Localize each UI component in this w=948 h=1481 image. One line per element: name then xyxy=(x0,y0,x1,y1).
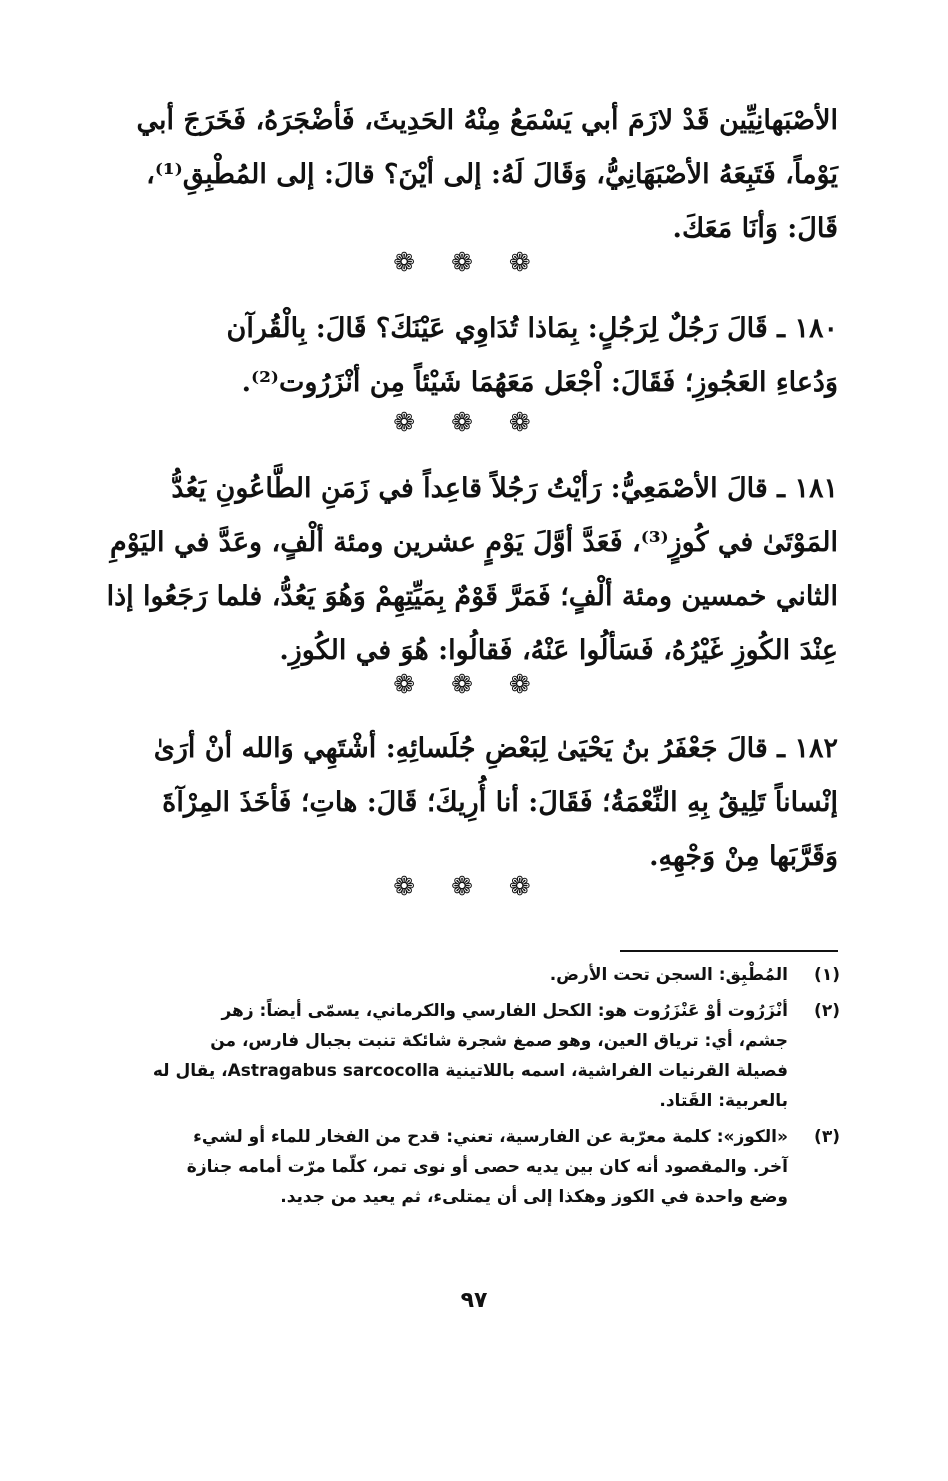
page-number: ٩٧ xyxy=(460,1288,488,1313)
footnote-separator xyxy=(620,950,838,952)
text-line: عِنْدَ الكُوزِ غَيْرُهُ، فَسَألُوا عَنْهُ، فَقالُوا: هُوَ في الكُوزِ. xyxy=(279,635,838,666)
text-line: الأصْبَهانِيِّين قَدْ لازَمَ أبي يَسْمَعُ مِنْهُ الحَدِيثَ، فَأضْجَرَهُ، فَخَرَجَ أبي xyxy=(136,105,838,136)
footnote-text xyxy=(128,1122,788,1212)
text-line: ١٨٠ ـ قَالَ رَجُلٌ لِرَجُلٍ: بِمَاذا تُدَاوِي عَيْنَكَ؟ قَالَ: بِالْقُرآن xyxy=(226,313,838,344)
flower-ornament-icon: ❁ xyxy=(393,248,440,278)
section-divider xyxy=(0,670,948,700)
text-line: وَقَرَّبَها مِنْ وَجْهِهِ. xyxy=(649,841,838,872)
text-line: ١٨١ ـ قالَ الأصْمَعِيُّ: رَأيْتُ رَجُلاً قاعِداً في زَمَنِ الطَّاعُونِ يَعُدُّ xyxy=(171,473,838,504)
text-line: يَوْماً، فَتَبِعَهُ الأصْبَهَانِيُّ، وَقَالَ لَهُ: إلى أيْنَ؟ قالَ: إلى المُطْبِقِ⁽¹⁾، xyxy=(146,159,838,190)
flower-ornament-icon: ❁ xyxy=(451,408,497,438)
footnote-line: وضع واحدة في الكوز وهكذا إلى أن يمتلىء، ثم يعيد من جديد. xyxy=(280,1187,788,1207)
section-divider xyxy=(0,408,948,438)
paragraph-182 xyxy=(128,722,838,884)
footnote-line: بالعربية: القَتاد. xyxy=(659,1091,788,1111)
flower-ornament-icon: ❁ xyxy=(451,670,497,700)
flower-ornament-icon: ❁ xyxy=(508,248,555,278)
footnote-line: المُطْبِق: السجن تحت الأرض. xyxy=(549,965,788,985)
paragraph-181 xyxy=(106,462,838,678)
text-line: المَوْتَىٰ في كُوزٍ⁽³⁾، فَعَدَّ أوَّلَ يَوْمٍ عشرين ومئة ألْفٍ، وعَدَّ في اليَوْمِ xyxy=(110,527,838,558)
text-line: ١٨٢ ـ قالَ جَعْفَرُ بنُ يَحْيَىٰ لِبَعْضِ جُلَسائِهِ: أشْتَهِي وَالله أنْ أرَىٰ xyxy=(153,733,838,764)
footnote-3 xyxy=(128,1122,840,1212)
flower-ornament-icon: ❁ xyxy=(393,408,440,438)
flower-ornament-icon: ❁ xyxy=(508,872,555,902)
footnote-text xyxy=(128,960,788,990)
flower-ornament-icon: ❁ xyxy=(393,670,440,700)
footnote-line: «الكوز»: كلمة معرّبة عن الفارسية، تعني: قدح من الفخار للماء أو لشيء xyxy=(193,1127,788,1147)
section-divider xyxy=(0,872,948,902)
footnotes xyxy=(128,960,840,1218)
section-divider xyxy=(0,248,948,278)
footnote-line: آخر. والمقصود أنه كان بين يديه حصى أو نوى تمر، كلّما مرّت أمامه جنازة xyxy=(186,1157,788,1177)
flower-ornament-icon: ❁ xyxy=(508,670,555,700)
footnote-text xyxy=(128,996,788,1116)
text-line: إنْساناً تَلِيقُ بِهِ النِّعْمَةُ؛ فَقَالَ: أنا أُرِيكَ؛ قَالَ: هاتِ؛ فَأخَذَ المِرْآةَ xyxy=(162,787,838,818)
flower-ornament-icon: ❁ xyxy=(451,248,497,278)
paragraph-intro xyxy=(128,94,838,256)
flower-ornament-icon: ❁ xyxy=(508,408,555,438)
footnote-line: جشم، أي: ترياق العين، وهو صمغ شجرة شائكة تنبت بجبال فارس، من xyxy=(210,1031,788,1051)
footnote-number: (٢) xyxy=(814,1001,840,1021)
footnote-number: (٣) xyxy=(814,1127,840,1147)
footnote-1 xyxy=(128,960,840,990)
footnote-line: أنْزَرُوت أوْ عَنْزَرُوت هو: الكحل الفارسي والكرماني، يسمّى أيضاً: زهر xyxy=(221,1001,788,1021)
text-line: قَالَ: وَأنَا مَعَكَ. xyxy=(672,213,838,244)
footnote-line: فصيلة القرنيات الفراشية، اسمه باللاتينية Astragabus sarcocolla، يقال له xyxy=(152,1061,788,1081)
text-line: الثاني خمسين ومئة ألْفٍ؛ فَمَرَّ قَوْمٌ بِمَيِّتِهِمْ وَهُوَ يَعُدُّ، فلما رَجَعُوا إذا xyxy=(106,581,838,612)
footnote-number: (١) xyxy=(814,965,840,985)
paragraph-180 xyxy=(128,302,838,410)
footnote-2 xyxy=(128,996,840,1116)
text-line: وَدُعاءِ العَجُوزِ؛ فَقَالَ: اْجْعَل مَعَهُمَا شَيْئاً مِن أنْزَرُوت⁽²⁾. xyxy=(241,367,838,398)
flower-ornament-icon: ❁ xyxy=(451,872,497,902)
flower-ornament-icon: ❁ xyxy=(393,872,440,902)
